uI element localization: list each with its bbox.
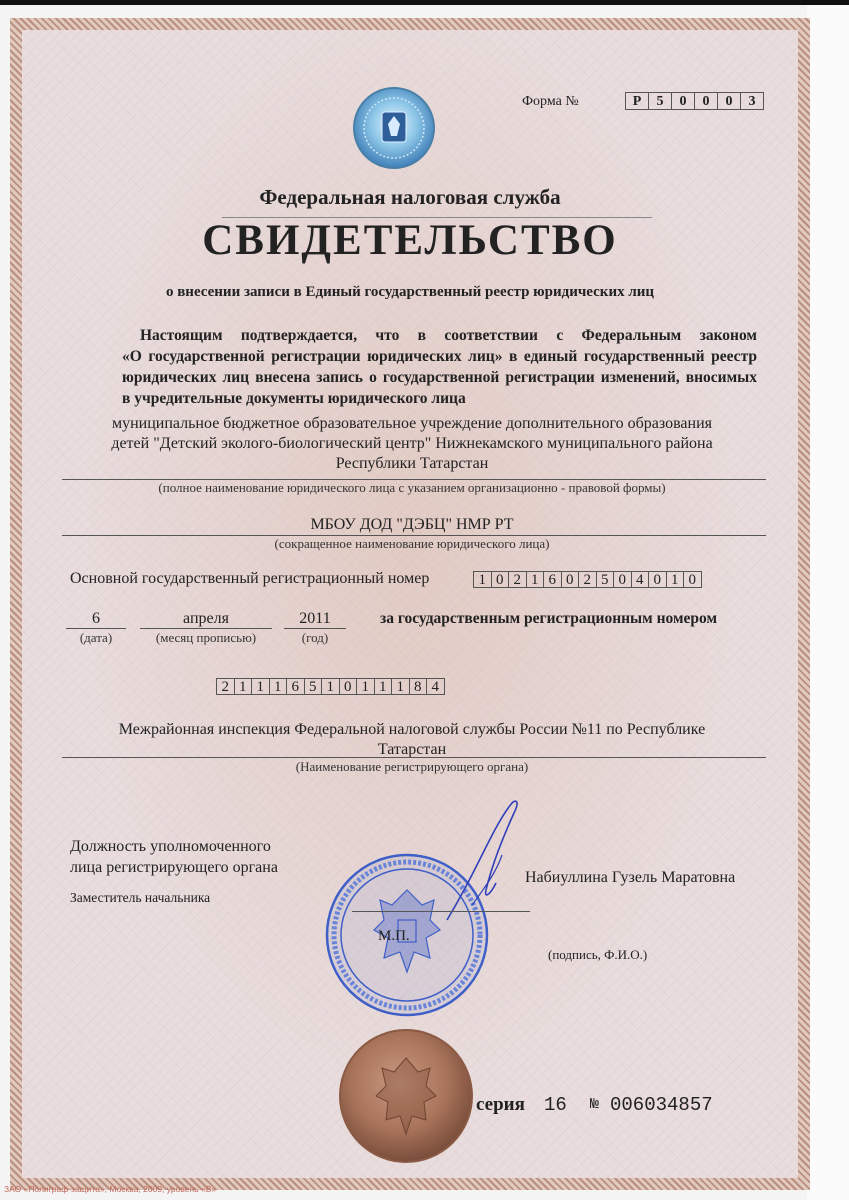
date-month: апреля <box>183 610 229 627</box>
digit-cell: 0 <box>491 571 510 588</box>
digit-cell: 1 <box>234 678 253 695</box>
registration-number <box>217 678 445 695</box>
scan-top-edge <box>0 0 849 5</box>
digit-cell: 6 <box>286 678 305 695</box>
signature-caption: (подпись, Ф.И.О.) <box>548 947 648 962</box>
position-label-line-1: Должность уполномоченного <box>70 838 271 855</box>
short-name-caption: (сокращенное наименование юридического лица) <box>274 536 550 551</box>
series-number: 16 <box>544 1094 567 1116</box>
digit-cell: Р <box>625 92 649 110</box>
digit-cell: 5 <box>304 678 323 695</box>
signatory-position: Заместитель начальника <box>70 890 211 905</box>
digit-cell: 1 <box>251 678 270 695</box>
authority-line-2: Татарстан <box>377 741 447 758</box>
digit-cell: 1 <box>391 678 410 695</box>
digit-cell: 1 <box>269 678 288 695</box>
digit-cell: 1 <box>666 571 685 588</box>
date-year-rule <box>284 628 346 629</box>
digit-cell: 0 <box>561 571 580 588</box>
certificate-body <box>22 30 798 1178</box>
digit-cell: 8 <box>409 678 428 695</box>
digit-cell: 1 <box>473 571 492 588</box>
embossed-seal-icon <box>336 1026 476 1166</box>
ogrn-label: Основной государственный регистрационный номер <box>70 570 430 587</box>
full-name-line-1: муниципальное бюджетное образовательное учреждение дополнительного образования <box>111 415 713 432</box>
reg-number-label: за государственным регистрационным номером <box>380 610 718 627</box>
signature-rule <box>352 911 530 912</box>
digit-cell: 2 <box>216 678 235 695</box>
digit-cell: 1 <box>526 571 545 588</box>
position-label <box>70 836 278 878</box>
digit-cell: 4 <box>631 571 650 588</box>
date-day: 6 <box>92 610 100 627</box>
intro-line-4: в учредительные документы юридического лица <box>122 390 466 407</box>
stamp-place-label: М.П. <box>378 928 410 944</box>
intro-line-1: Настоящим подтверждается, что в соответствии с Федеральным законом <box>140 327 757 344</box>
authority-caption: (Наименование регистрирующего органа) <box>295 759 529 774</box>
digit-cell: 4 <box>426 678 445 695</box>
digit-cell: 1 <box>321 678 340 695</box>
position-label-line-2: лица регистрирующего органа <box>70 859 278 876</box>
printer-imprint: ЗАО «Полиграф-защита», Москва, 2009, уровень «В» <box>4 1184 217 1194</box>
certificate-number: 006034857 <box>610 1094 713 1116</box>
date-year-caption: (год) <box>301 630 329 645</box>
digit-cell: 3 <box>740 92 764 110</box>
form-label: Форма № <box>522 94 579 109</box>
date-month-rule <box>140 628 272 629</box>
certificate-subtitle: о внесении записи в Единый государственный реестр юридических лиц <box>165 284 655 300</box>
intro-line-2: «О государственной регистрации юридических лиц» в единый государственный реестр <box>122 348 757 365</box>
intro-paragraph <box>122 325 757 409</box>
authority <box>62 720 762 760</box>
hologram-emblem-icon <box>352 86 436 170</box>
signatory-name: Набиуллина Гузель Маратовна <box>525 869 736 886</box>
digit-cell: 0 <box>671 92 695 110</box>
short-name: МБОУ ДОД "ДЭБЦ" НМР РТ <box>310 516 514 533</box>
digit-cell: 1 <box>356 678 375 695</box>
date-month-caption: (месяц прописью) <box>155 630 257 645</box>
certificate-number-prefix: № <box>590 1096 600 1113</box>
full-name <box>62 414 762 474</box>
full-name-line-2: детей "Детский эколого-биологический центр" Нижнекамского муниципального района <box>111 435 713 452</box>
digit-cell: 5 <box>648 92 672 110</box>
scan-right-margin <box>807 5 849 1200</box>
form-code <box>626 92 764 110</box>
digit-cell: 0 <box>717 92 741 110</box>
authority-rule <box>62 757 766 758</box>
digit-cell: 0 <box>613 571 632 588</box>
digit-cell: 2 <box>508 571 527 588</box>
digit-cell: 5 <box>596 571 615 588</box>
intro-line-3: юридических лиц внесена запись о государственной регистрации изменений, вносимых <box>122 369 757 386</box>
digit-cell: 0 <box>683 571 702 588</box>
authority-line-1: Межрайонная инспекция Федеральной налоговой службы России №11 по Республике <box>118 721 706 738</box>
signature-icon <box>442 795 532 925</box>
digit-cell: 0 <box>694 92 718 110</box>
series-label: серия <box>476 1094 525 1115</box>
digit-cell: 1 <box>374 678 393 695</box>
full-name-caption: (полное наименование юридического лица с указанием организационно - правовой формы) <box>158 480 666 495</box>
certificate-title: СВИДЕТЕЛЬСТВО <box>202 217 618 264</box>
digit-cell: 6 <box>543 571 562 588</box>
ogrn-number <box>474 571 702 588</box>
agency-heading: Федеральная налоговая служба <box>259 185 561 209</box>
digit-cell: 0 <box>648 571 667 588</box>
date-day-rule <box>66 628 126 629</box>
digit-cell: 2 <box>578 571 597 588</box>
date-day-caption: (дата) <box>79 630 113 645</box>
digit-cell: 0 <box>339 678 358 695</box>
certificate-border <box>10 18 810 1190</box>
date-year: 2011 <box>299 610 331 627</box>
full-name-line-3: Республики Татарстан <box>335 455 489 472</box>
